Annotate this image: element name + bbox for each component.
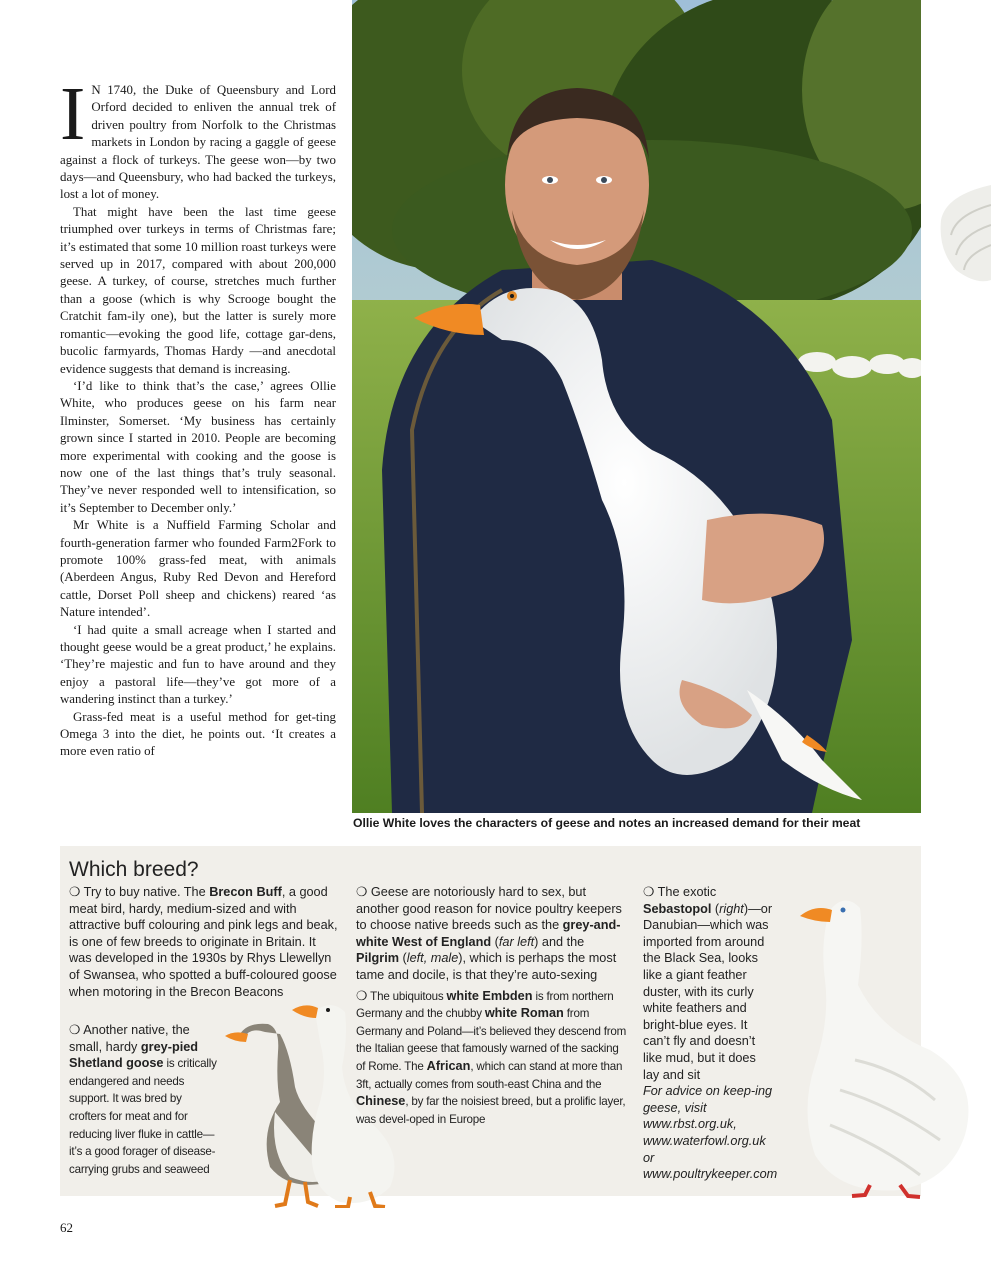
article-paragraph-5: ‘I had quite a small acreage when I started and thought geese would be a great product,’ he explains. ‘They’re majestic and fun to have around and they enjoy a pastoral life—they’ve got more of a wandering instinct than a turkey.’	[60, 622, 336, 707]
article-body	[60, 72, 336, 761]
sidebar-column-1	[69, 884, 339, 1000]
page-number: 62	[60, 1220, 73, 1235]
breed-entry-sebastopol: ❍ The exotic Sebastopol (right)—or Danubian—which was imported from around the Black Sea, looks like a giant feather duster, with its curly white feathers and bright-blue eyes. It can’t fly and doesn’t like mud, but it does lay and sit	[643, 885, 773, 1082]
drop-cap: I	[60, 72, 86, 156]
article-paragraph-1: I N 1740, the Duke of Queensbury and Lord Orford decided to enliven the annual trek of driven poultry from Norfolk to the Christmas markets in London by racing a gaggle of geese against a flock of turkeys. The geese won—by two days—and Queensbury, who had backed the turkeys, lost a lot of money.	[60, 72, 336, 202]
breed-entry-west-of-england-pilgrim: ❍ Geese are notoriously hard to sex, but another good reason for novice poultry keepers to choose native breeds such as the grey-and-white West of England (far left) and the Pilgrim (left, male), which is perhaps the most tame and docile, is that they’re auto-sexing	[356, 885, 622, 982]
article-paragraph-4: Mr White is a Nuffield Farming Scholar and fourth-generation farmer who founded Farm2Fork to promote 100% grass-fed meat, with animals (Aberdeen Angus, Ruby Red Devon and Hereford cattle, Dorset Poll sheep and chickens) reared ‘as Nature intended’.	[60, 518, 336, 620]
sidebar-column-1b	[69, 1022, 219, 1178]
sidebar-column-2	[356, 884, 630, 1128]
article-paragraph-2: That might have been the last time geese triumphed over turkeys in terms of Christmas fare; it’s estimated that some 10 million roast turkeys were served up in 2017, compared with about 200,000 geese. A turkey, of course, stretches much further than a goose (which is why Scrooge bought the Cratchit fam-ily one), but the latter is surely more romantic—evoking the good life, cottage gar-dens, bucolic farmyards, Thomas Hardy —and anecdotal evidence suggests that demand is increasing.	[60, 204, 336, 376]
article-paragraph-3: ‘I’d like to think that’s the case,’ agrees Ollie White, who produces geese on his farm near Ilminster, Somerset. ‘My business has certainly grown since I started in 2010. People are becoming more experimental with cooking and the goose is now one of the last things that’s truly seasonal. They’ve never responded well to intensification, so it’s September to December only.’	[60, 378, 336, 515]
photo-caption: Ollie White loves the characters of geese and notes an increased demand for their meat	[353, 816, 861, 830]
sebastopol-goose-illustration	[760, 890, 980, 1200]
which-breed-sidebar	[60, 846, 921, 1196]
breed-entry-brecon-buff: ❍ Try to buy native. The Brecon Buff, a good meat bird, hardy, medium-sized and with attractive buff colouring and pink legs and beak, is one of few breeds to originate in Britain. It was developed in the 1930s by Rhys Llewellyn of Swansea, who spotted a buff-coloured goose when motoring in the Brecon Beacons	[69, 885, 338, 999]
breed-entry-embden-roman-african-chinese: ❍ The ubiquitous white Embden is from northern Germany and the chubby white Roman from Germany and Poland—it’s believed they descend from the Italian geese that famously warned of the sacking of Rome. The African, which can stand at more than 3ft, actually comes from south-east China and the Chinese, by far the noisiest breed, but a prolific layer, was devel-oped in Europe	[356, 988, 627, 1126]
sidebar-title: Which breed?	[69, 858, 199, 881]
main-photo-farmer-with-goose	[352, 0, 921, 813]
breed-entry-shetland: ❍ Another native, the small, hardy grey-pied Shetland goose is critically endangered and needs support. It was bred by crofters for meat and for reducing liver fluke in cattle—it’s a good forager of disease-carrying grubs and seaweed	[69, 1023, 217, 1176]
article-paragraph-6: Grass-fed meat is a useful method for get-ting Omega 3 into the diet, he points out. ‘It creates a more even ratio of	[60, 709, 336, 759]
sidebar-column-3	[643, 884, 778, 1183]
goose-wing-partial	[936, 180, 991, 290]
advice-links: For advice on keep-ing geese, visit www.rbst.org.uk, www.waterfowl.org.uk or www.poultrykeeper.com	[643, 1084, 778, 1182]
